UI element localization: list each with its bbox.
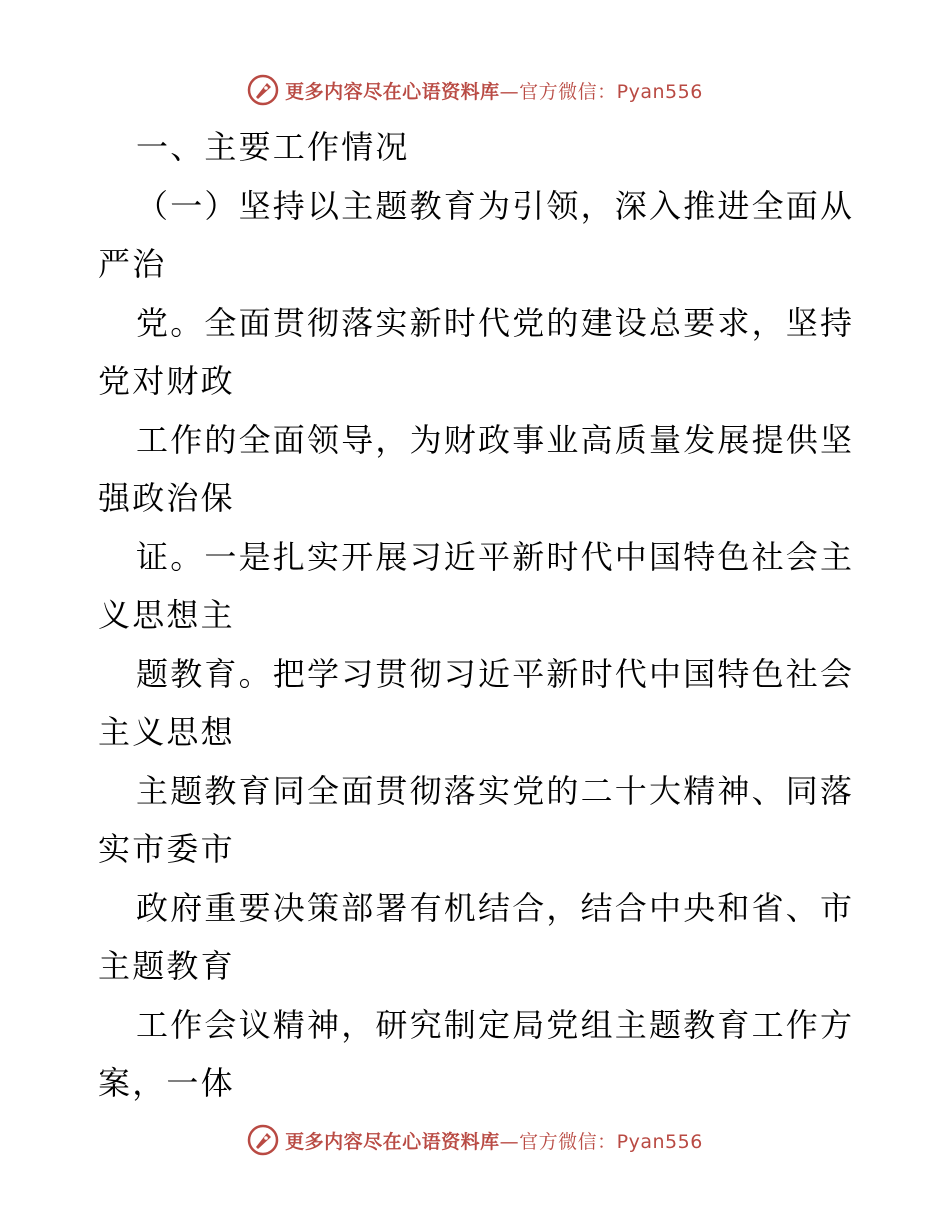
paragraph-line: 证。一是扎实开展习近平新时代中国特色社会主	[136, 537, 855, 576]
paragraph-line: 党对财政	[98, 362, 235, 400]
paragraph-line: 党。全面贯彻落实新时代党的建设总要求，坚持	[136, 303, 855, 342]
paragraph-line: 题教育。把学习贯彻习近平新时代中国特色社会	[136, 654, 855, 693]
section-heading: 一、主要工作情况	[136, 128, 410, 166]
paragraph-line: 义思想主	[98, 596, 235, 634]
paragraph-line: 案，一体	[98, 1064, 235, 1102]
header-banner-text: 更多内容尽在心语资料库—官方微信：Pyan556	[285, 80, 703, 103]
footer-banner-text: 更多内容尽在心语资料库—官方微信：Pyan556	[285, 1130, 703, 1153]
footer-banner	[0, 1120, 950, 1160]
document-body	[98, 118, 858, 1113]
paragraph-line: 政府重要决策部署有机结合，结合中央和省、市	[136, 888, 855, 927]
paragraph-line: 强政治保	[98, 479, 235, 517]
paragraph-line: 工作的全面领导，为财政事业高质量发展提供坚	[136, 420, 855, 459]
paragraph-line: 严治	[98, 245, 167, 283]
paragraph-line: 主题教育	[98, 947, 235, 985]
header-banner	[0, 70, 950, 110]
paragraph-line: 实市委市	[98, 830, 235, 868]
paragraph-line: 主题教育同全面贯彻落实党的二十大精神、同落	[136, 771, 855, 810]
subsection-heading: （一）坚持以主题教育为引领，深入推进全面从	[136, 186, 855, 225]
pen-nib-circle-icon	[247, 1124, 279, 1156]
paragraph-line: 工作会议精神，研究制定局党组主题教育工作方	[136, 1005, 855, 1044]
paragraph-line: 主义思想	[98, 713, 235, 751]
pen-nib-circle-icon	[247, 74, 279, 106]
